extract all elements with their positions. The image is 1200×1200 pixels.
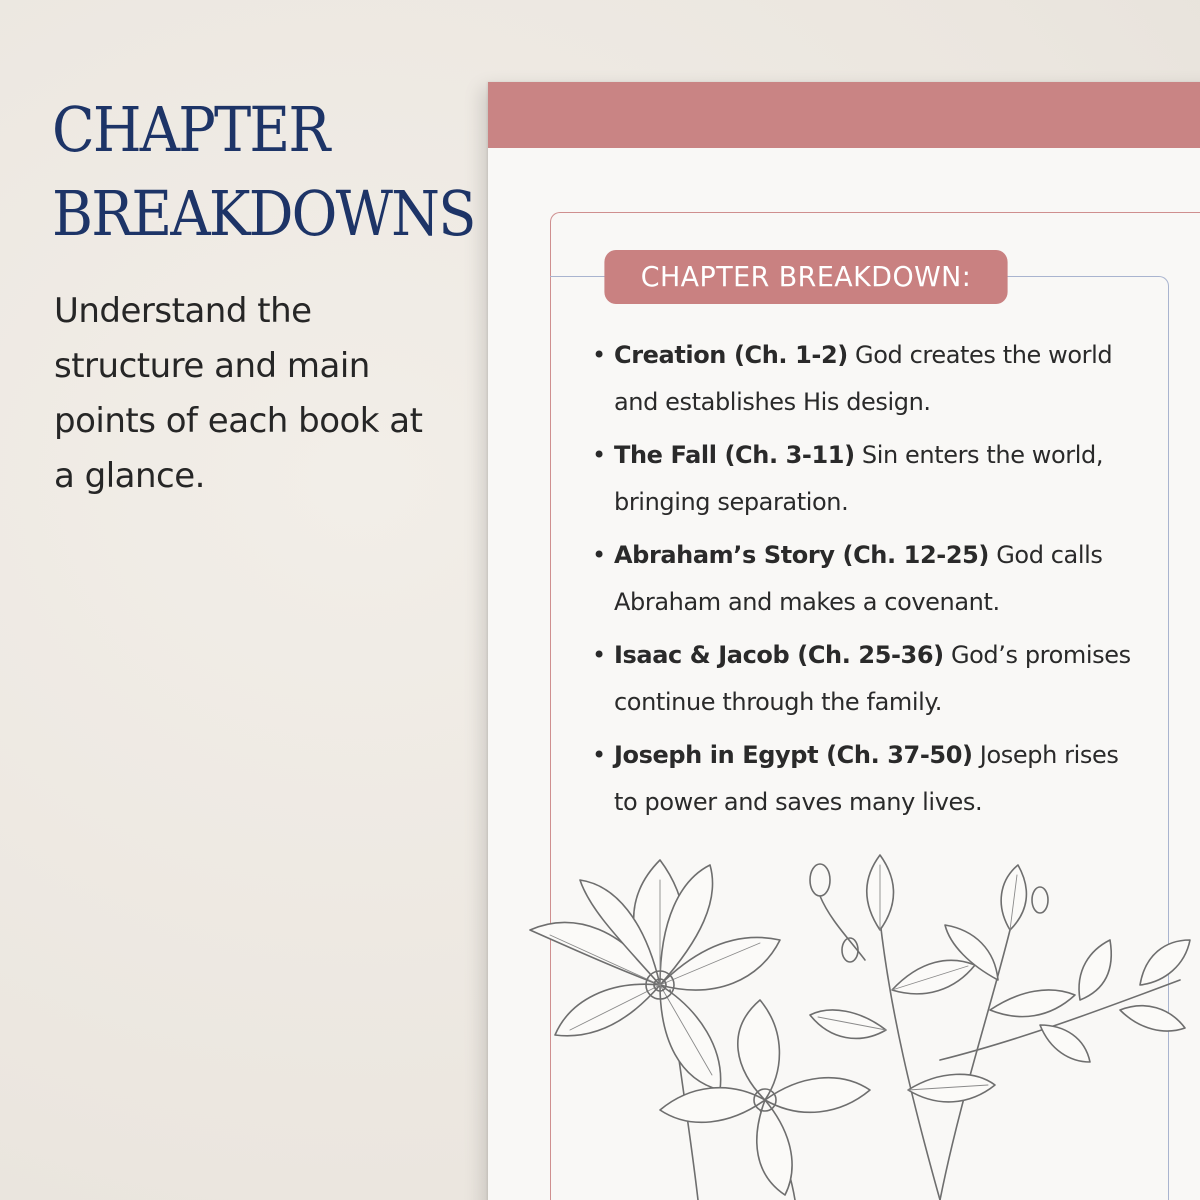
chapter-item: [592, 532, 1140, 626]
chapter-item-title: Abraham’s Story (Ch. 12-25): [614, 541, 989, 569]
chapter-item: [592, 732, 1140, 826]
chapter-item-text: God calls Abraham and makes a covenant.: [614, 541, 1103, 616]
chapter-item-title: Creation (Ch. 1-2): [614, 341, 848, 369]
section-label: CHAPTER BREAKDOWN:: [604, 250, 1007, 304]
floral-line-art-icon: [520, 840, 1200, 1200]
bullet-icon: •: [592, 341, 606, 369]
chapter-item: [592, 632, 1140, 726]
page-subtitle: Understand the structure and main points of each book at a glance.: [54, 291, 423, 496]
chapter-item: [592, 332, 1140, 426]
chapter-list: [592, 332, 1140, 832]
bullet-icon: •: [592, 641, 606, 669]
chapter-item-text: God’s promises continue through the family.: [614, 641, 1131, 716]
chapter-item-title: Isaac & Jacob (Ch. 25-36): [614, 641, 944, 669]
chapter-item-text: Sin enters the world, bringing separation.: [614, 441, 1104, 516]
page-header-band: [488, 82, 1200, 148]
bullet-icon: •: [592, 441, 606, 469]
page-title-line-1: CHAPTER: [52, 93, 329, 166]
chapter-item-text: God creates the world and establishes His design.: [614, 341, 1113, 416]
chapter-item-title: The Fall (Ch. 3-11): [614, 441, 855, 469]
bullet-icon: •: [592, 741, 606, 769]
chapter-item-text: Joseph rises to power and saves many lives.: [614, 741, 1119, 816]
chapter-item-title: Joseph in Egypt (Ch. 37-50): [614, 741, 973, 769]
page-title: [52, 88, 475, 256]
page-title-line-2: BREAKDOWNS: [52, 177, 475, 250]
chapter-item: [592, 432, 1140, 526]
bullet-icon: •: [592, 541, 606, 569]
